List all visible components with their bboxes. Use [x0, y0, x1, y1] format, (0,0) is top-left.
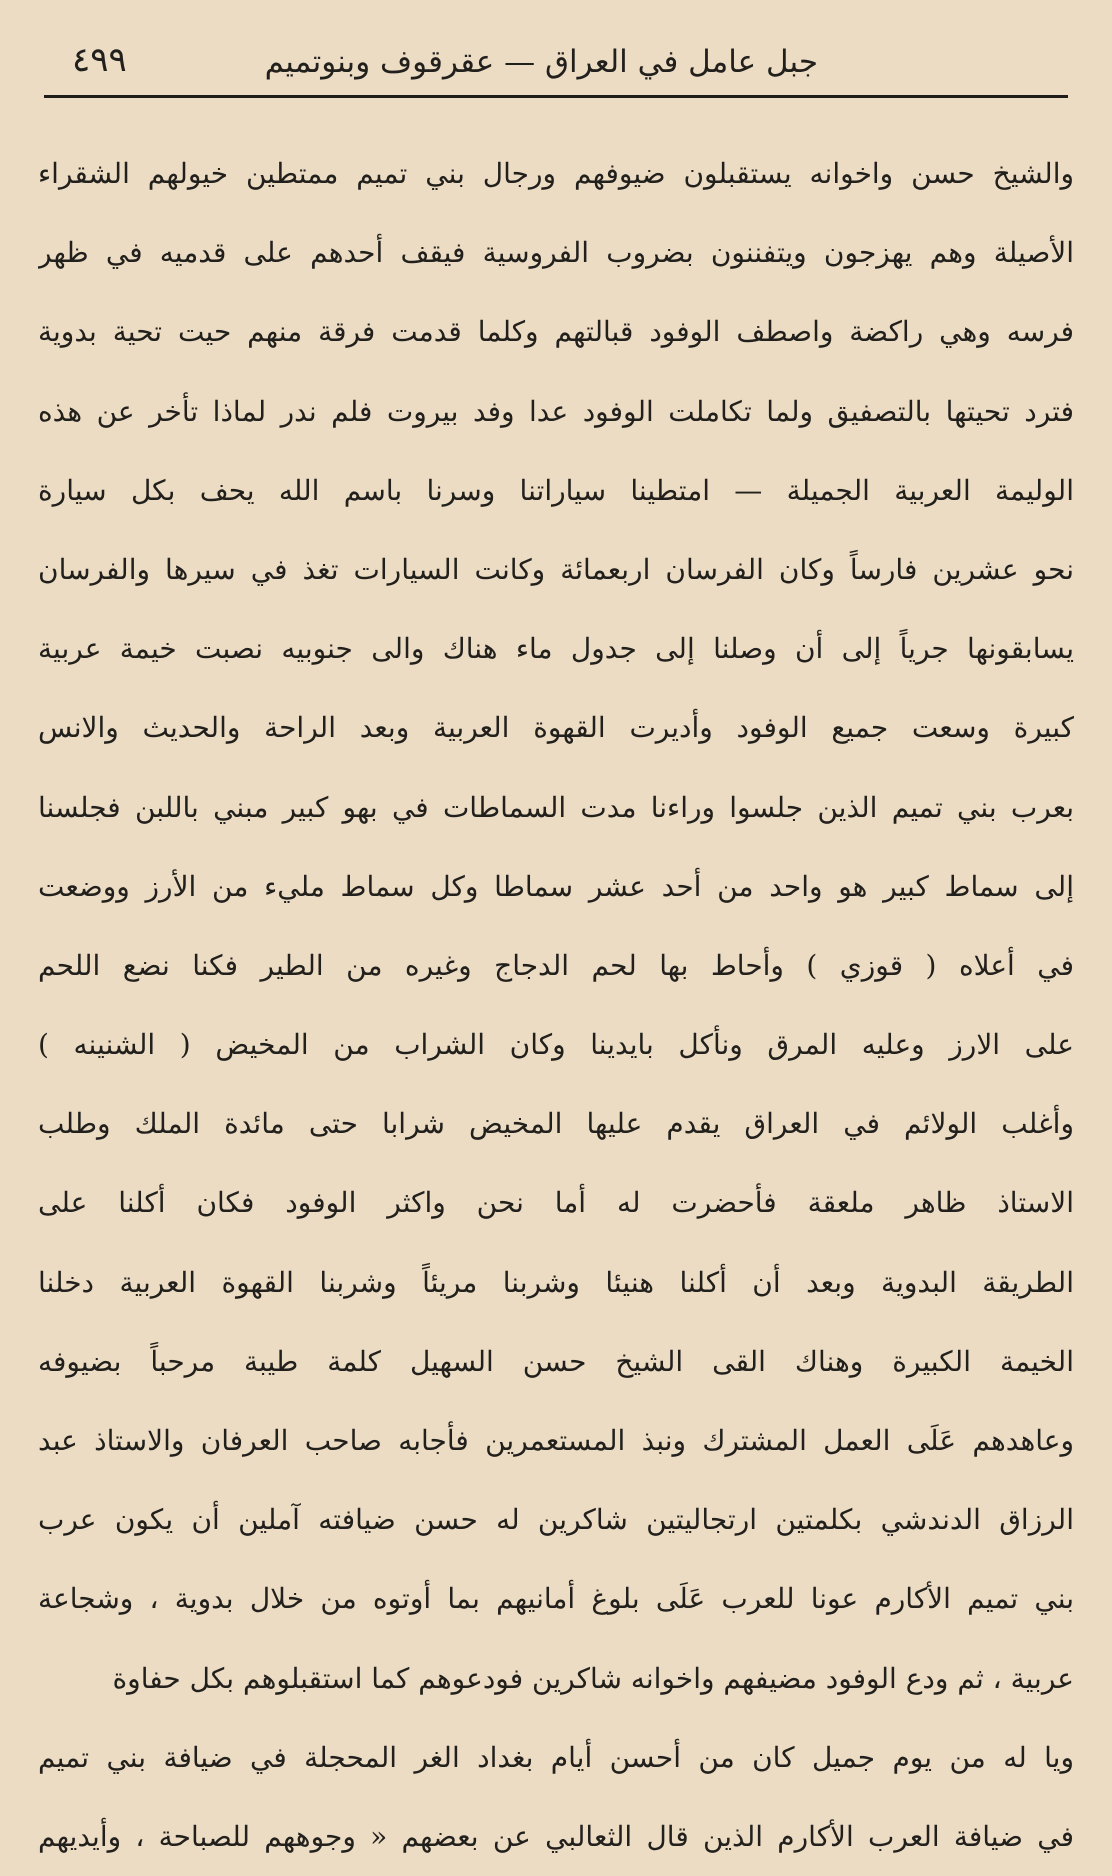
- running-title: جبل عامل في العراق — عقرقوف وبنوتميم: [264, 44, 818, 80]
- text-line: بني تميم الأكارم عونا للعرب عَلَى بلوغ أمانيهم بما أوتوه من خلال بدوية ، وشجاعة: [38, 1582, 1074, 1616]
- text-line: نحو عشرين فارساً وكان الفرسان اربعمائة وكانت السيارات تغذ في سيرها والفرسان: [38, 552, 1074, 586]
- page-number: ٤٩٩: [72, 40, 127, 80]
- text-line: الخيمة الكبيرة وهناك القى الشيخ حسن السهيل كلمة طيبة مرحباً بضيوفه: [38, 1344, 1074, 1378]
- text-line: الاستاذ ظاهر ملعقة فأحضرت له أما نحن واكثر الوفود فكان أكلنا على: [38, 1186, 1074, 1220]
- text-line: الرزاق الدندشي بكلمتين ارتجاليتين شاكرين له حسن ضيافته آملين أن يكون عرب: [38, 1503, 1074, 1537]
- text-line: كبيرة وسعت جميع الوفود وأديرت القهوة العربية وبعد الراحة والحديث والانس: [38, 711, 1074, 745]
- text-line: وعاهدهم عَلَى العمل المشترك ونبذ المستعمرين فأجابه صاحب العرفان والاستاذ عبد: [38, 1424, 1074, 1457]
- text-line: الأصيلة وهم يهزجون ويتفننون بضروب الفروسية فيقف أحدهم على قدميه في ظهر: [38, 236, 1074, 270]
- text-line: الطريقة البدوية وبعد أن أكلنا هنيئا وشربنا مريئاً وشربنا القهوة العربية دخلنا: [38, 1265, 1074, 1299]
- text-line: على الارز وعليه المرق ونأكل بايدينا وكان الشراب من المخيض ( الشنينه ): [38, 1028, 1074, 1062]
- page-header: [44, 28, 1068, 98]
- text-line: في أعلاه ( قوزي ) وأحاط بها لحم الدجاج وغيره من الطير فكنا نضع اللحم: [38, 948, 1074, 982]
- text-line: الوليمة العربية الجميلة — امتطينا سياراتنا وسرنا باسم الله يحف بكل سيارة: [38, 473, 1074, 507]
- text-line: ويا له من يوم جميل كان من أحسن أيام بغداد الغر المحجلة في ضيافة بني تميم: [38, 1740, 1074, 1774]
- text-line: بعرب بني تميم الذين جلسوا وراءنا مدت السماطات في بهو كبير مبني باللبن فجلسنا: [38, 790, 1074, 824]
- header-rule: [44, 95, 1068, 98]
- text-line: وأغلب الولائم في العراق يقدم عليها المخيض شرابا حتى مائدة الملك وطلب: [38, 1107, 1074, 1141]
- text-line: عربية ، ثم ودع الوفود مضيفهم واخوانه شاكرين فودعوهم كما استقبلوهم بكل حفاوة: [112, 1661, 1074, 1695]
- body-text: [38, 134, 1074, 1876]
- text-line: فترد تحيتها بالتصفيق ولما تكاملت الوفود عدا وفد بيروت فلم ندر لماذا تأخر عن هذه: [38, 394, 1074, 428]
- text-line: إلى سماط كبير هو واحد من أحد عشر سماطا وكل سماط مليء من الأرز ووضعت: [38, 869, 1074, 903]
- text-line: يسابقونها جرياً إلى أن وصلنا إلى جدول ماء هناك والى جنوبيه نصبت خيمة عربية: [38, 632, 1074, 666]
- text-line: والشيخ حسن واخوانه يستقبلون ضيوفهم ورجال بني تميم ممتطين خيولهم الشقراء: [38, 157, 1074, 190]
- text-line: فرسه وهي راكضة واصطف الوفود قبالتهم وكلما قدمت فرقة منهم حيت تحية بدوية: [38, 315, 1074, 349]
- text-line: في ضيافة العرب الأكارم الذين قال الثعالبي عن بعضهم « وجوههم للصباحة ، وأيديهم: [38, 1819, 1074, 1853]
